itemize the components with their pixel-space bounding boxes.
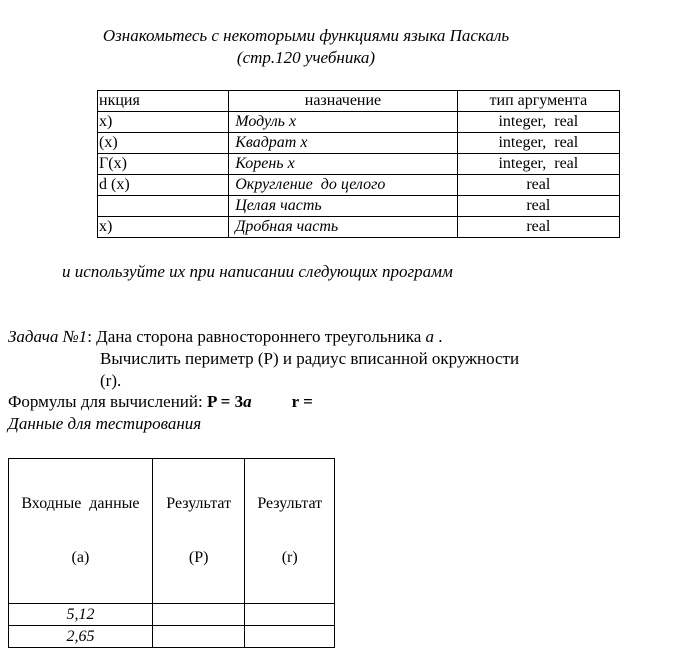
header-result-r-line-2: (r) — [281, 549, 298, 566]
formulas-label: Формулы для вычислений: — [8, 392, 207, 411]
task-label: Задача №1 — [8, 327, 88, 346]
task-colon: : — [87, 327, 97, 346]
task-statement-line-1 — [8, 327, 443, 347]
cell-arg-type: real — [457, 175, 619, 196]
cell-input-a: 5,12 — [9, 604, 153, 626]
column-header-arg-type: тип аргумента — [457, 91, 619, 112]
column-header-function: нкция — [98, 91, 229, 112]
column-header-input — [9, 459, 153, 604]
cell-function: Г(x) — [98, 154, 229, 175]
title-line-2: (стр.120 учебника) — [236, 48, 376, 67]
table-row — [9, 626, 335, 648]
testing-data-label: Данные для тестирования — [8, 414, 202, 433]
cell-result-r — [245, 626, 335, 648]
radius-formula: r = — [291, 392, 313, 411]
cell-function — [98, 196, 229, 217]
task-statement-line-2: Вычислить периметр (Р) и радиус вписанной окружности — [100, 349, 520, 368]
cell-result-p — [152, 626, 245, 648]
cell-purpose: Квадрат x — [229, 133, 457, 154]
cell-arg-type: integer, real — [457, 133, 619, 154]
table-row — [98, 112, 620, 133]
cell-function: x) — [98, 217, 229, 238]
header-result-p-line-2: (P) — [188, 549, 209, 566]
functions-table-header-row — [98, 91, 620, 112]
cell-arg-type: integer, real — [457, 112, 619, 133]
usage-note: и используйте их при написании следующих программ — [62, 262, 453, 281]
document-title — [0, 25, 612, 69]
cell-result-r — [245, 604, 335, 626]
table-row — [9, 604, 335, 626]
cell-purpose: Округление до целого — [229, 175, 457, 196]
perimeter-formula-variable: a — [243, 392, 252, 411]
perimeter-formula: P = 3 — [206, 392, 244, 411]
header-input-line-1: Входные данные — [21, 495, 140, 512]
header-result-p-line-1: Результат — [166, 495, 232, 512]
cell-purpose: Целая часть — [229, 196, 457, 217]
task-line-end: . — [434, 327, 443, 346]
cell-arg-type: real — [457, 196, 619, 217]
pascal-functions-table — [97, 90, 620, 238]
table-row — [98, 217, 620, 238]
testing-table-header-row — [9, 459, 335, 604]
task-variable-a: а — [425, 327, 435, 346]
cell-input-a: 2,65 — [9, 626, 153, 648]
table-row — [98, 175, 620, 196]
column-header-purpose: назначение — [229, 91, 457, 112]
table-row — [98, 154, 620, 175]
task-statement-line-3: (r). — [100, 371, 122, 390]
header-result-r-line-1: Результат — [257, 495, 323, 512]
cell-purpose: Дробная часть — [229, 217, 457, 238]
title-line-1: Ознакомьтесь с некоторыми функциями языка Паскаль — [102, 26, 510, 45]
column-header-result-r — [245, 459, 335, 604]
cell-function: (x) — [98, 133, 229, 154]
cell-arg-type: integer, real — [457, 154, 619, 175]
cell-function: x) — [98, 112, 229, 133]
cell-function: d (x) — [98, 175, 229, 196]
cell-purpose: Корень x — [229, 154, 457, 175]
cell-purpose: Модуль x — [229, 112, 457, 133]
task-text: Дана сторона равностороннего треугольника — [96, 327, 426, 346]
testing-data-table — [8, 458, 335, 648]
formulas-line — [8, 392, 313, 412]
header-input-line-2: (a) — [71, 549, 90, 566]
column-header-result-p — [152, 459, 245, 604]
cell-arg-type: real — [457, 217, 619, 238]
cell-result-p — [152, 604, 245, 626]
table-row — [98, 196, 620, 217]
table-row — [98, 133, 620, 154]
